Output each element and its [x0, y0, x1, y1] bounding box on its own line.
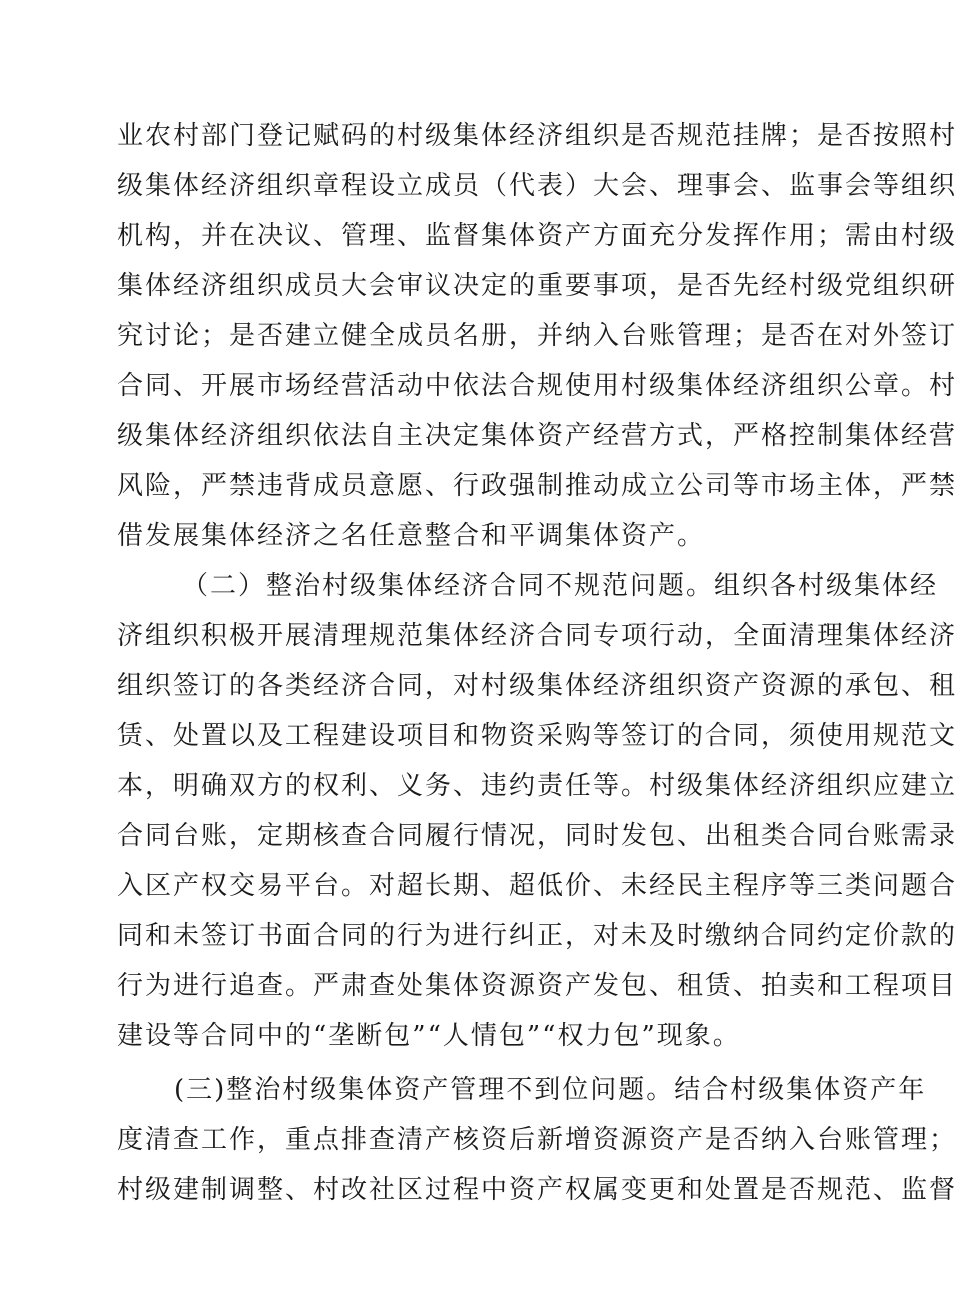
text-line: 风险，严禁违背成员意愿、行政强制推动成立公司等市场主体，严禁	[117, 471, 957, 501]
text-line: 级集体经济组织章程设立成员（代表）大会、理事会、监事会等组织	[117, 171, 957, 201]
section-heading-line: （二）整治村级集体经济合同不规范问题。组织各村级集体经	[182, 571, 939, 601]
text-line: 借发展集体经济之名任意整合和平调集体资产。	[117, 521, 706, 551]
text-line: 度清查工作，重点排查清产核资后新增资源资产是否纳入台账管理；	[117, 1125, 957, 1155]
text-line: 合同、开展市场经营活动中依法合规使用村级集体经济组织公章。村	[117, 371, 957, 401]
text-line: 机构，并在决议、管理、监督集体资产方面充分发挥作用；需由村级	[117, 221, 957, 251]
text-line: 建设等合同中的“垄断包”“人情包”“权力包”现象。	[117, 1021, 741, 1051]
text-line: 业农村部门登记赋码的村级集体经济组织是否规范挂牌；是否按照村	[117, 121, 957, 151]
text-line: 村级建制调整、村改社区过程中资产权属变更和处置是否规范、监督	[117, 1175, 957, 1205]
text-line: 入区产权交易平台。对超长期、超低价、未经民主程序等三类问题合	[117, 871, 957, 901]
text-line: 合同台账，定期核查合同履行情况，同时发包、出租类合同台账需录	[117, 821, 957, 851]
text-line: 赁、处置以及工程建设项目和物资采购等签订的合同，须使用规范文	[117, 721, 957, 751]
text-line: 集体经济组织成员大会审议决定的重要事项，是否先经村级党组织研	[117, 271, 957, 301]
text-line: 组织签订的各类经济合同，对村级集体经济组织资产资源的承包、租	[117, 671, 957, 701]
text-line: 级集体经济组织依法自主决定集体资产经营方式，严格控制集体经营	[117, 421, 957, 451]
text-line: 行为进行追查。严肃查处集体资源资产发包、租赁、拍卖和工程项目	[117, 971, 957, 1001]
text-line: 究讨论；是否建立健全成员名册，并纳入台账管理；是否在对外签订	[117, 321, 957, 351]
text-line: 同和未签订书面合同的行为进行纠正，对未及时缴纳合同约定价款的	[117, 921, 957, 951]
text-line: 本，明确双方的权利、义务、违约责任等。村级集体经济组织应建立	[117, 771, 957, 801]
section-heading-line: (三)整治村级集体资产管理不到位问题。结合村级集体资产年	[174, 1075, 927, 1105]
text-line: 济组织积极开展清理规范集体经济合同专项行动，全面清理集体经济	[117, 621, 957, 651]
